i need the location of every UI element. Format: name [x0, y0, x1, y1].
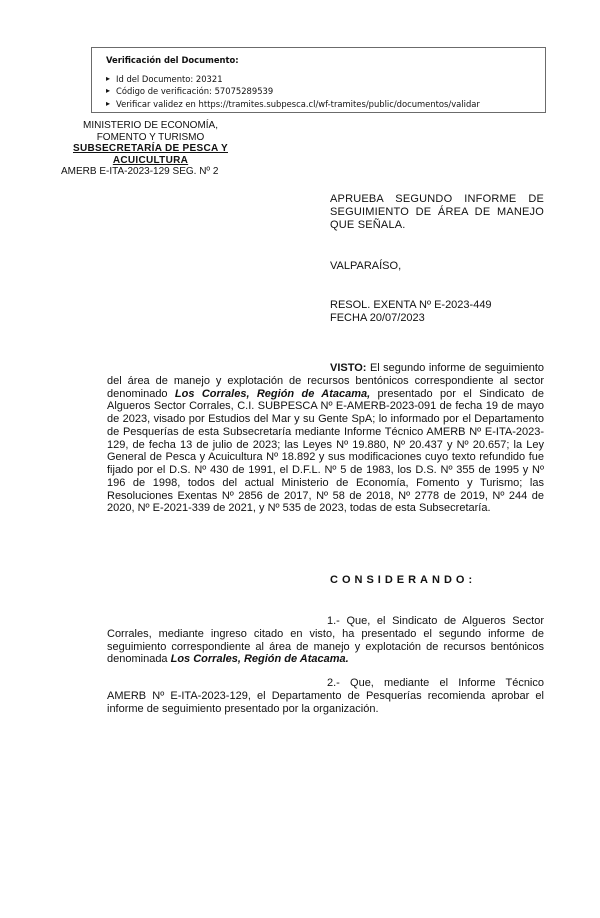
resolution-date: FECHA 20/07/2023: [330, 311, 425, 324]
visto-highlight: Los Corrales, Región de Atacama,: [174, 387, 371, 400]
resolution-number-date: [330, 299, 544, 325]
visto-text-a: El segundo informe de seguimiento del área de manejo y explotación de recursos bentónicos correspondiente al sector denominado: [107, 362, 544, 400]
item1-text: 1.- Que, el Sindicato de Algueros Sector Corrales, mediante ingreso citado en visto, ha presentado el segundo informe de seguimiento correspondiente al área de manejo y explotación de recursos bentónicos denominada: [107, 615, 544, 666]
visto-label: VISTO:: [330, 362, 367, 374]
verification-code: ▸ Código de verificación: 57075289539: [106, 85, 545, 98]
resolution-place: VALPARAÍSO,: [330, 260, 402, 272]
resolution-number: RESOL. EXENTA Nº E-2023-449: [330, 299, 492, 311]
considerando-heading: CONSIDERANDO:: [330, 574, 477, 586]
ministry-line-1: MINISTERIO DE ECONOMÍA,: [82, 120, 218, 131]
reference-number: AMERB E-ITA-2023-129 SEG. Nº 2: [61, 166, 219, 178]
ministry-line-2: FOMENTO Y TURISMO: [96, 131, 205, 143]
item1-highlight: Los Corrales, Región de Atacama.: [170, 653, 349, 666]
verification-title: Verificación del Documento:: [106, 55, 239, 65]
considerando-item-1: [107, 615, 544, 666]
verification-list: [106, 73, 545, 111]
considerando-item-2: 2.- Que, mediante el Informe Técnico AMERB Nº E-ITA-2023-129, el Departamento de Pesquerías recomienda aprobar el informe de seguimiento presentado por la organización.: [107, 677, 544, 715]
subsecretaria-line-1: SUBSECRETARÍA DE PESCA Y: [72, 143, 228, 155]
visto-text-b: presentado por el Sindicato de Algueros Sector Corrales, C.I. SUBPESCA Nº E-AMERB-2023-091 de fecha 19 de mayo de 2023, visado por Estudios del Mar y su Gente SpA; lo informado por el Departamento de Pesquerías de esta Subsecretaría mediante Informe Técnico AMERB Nº E-ITA-2023-129, de fecha 13 de julio de 2023; las Leyes Nº 19.880, Nº 20.437 y Nº 20.657; la Ley General de Pesca y Acuicultura Nº 18.892 y sus modificaciones cuyo texto refundido fue fijado por el D.S. Nº 430 de 1991, el D.F.L. Nº 5 de 1983, los D.S. Nº 355 de 1995 y Nº 196 de 1998, todos del actual Ministerio de Economía, Fomento y Turismo; las Resoluciones Exentas Nº 2856 de 2017, Nº 58 de 2018, Nº 2778 de 2019, Nº 244 de 2020, Nº E-2021-339 de 2021, y Nº 535 de 2023, todas de esta Subsecretaría.: [107, 387, 544, 515]
visto-paragraph: [107, 362, 544, 515]
resolution-subject: APRUEBA SEGUNDO INFORME DE SEGUIMIENTO DE ÁREA DE MANEJO QUE SEÑALA.: [330, 193, 544, 231]
verification-box: [91, 47, 546, 113]
subsecretaria-line-2: ACUICULTURA: [112, 154, 189, 166]
verification-url[interactable]: ▸ Verificar validez en https://tramites.subpesca.cl/wf-tramites/public/documentos/validar: [106, 98, 545, 111]
issuer-block: [48, 120, 253, 178]
verification-document-id: ▸ Id del Documento: 20321: [106, 73, 545, 86]
